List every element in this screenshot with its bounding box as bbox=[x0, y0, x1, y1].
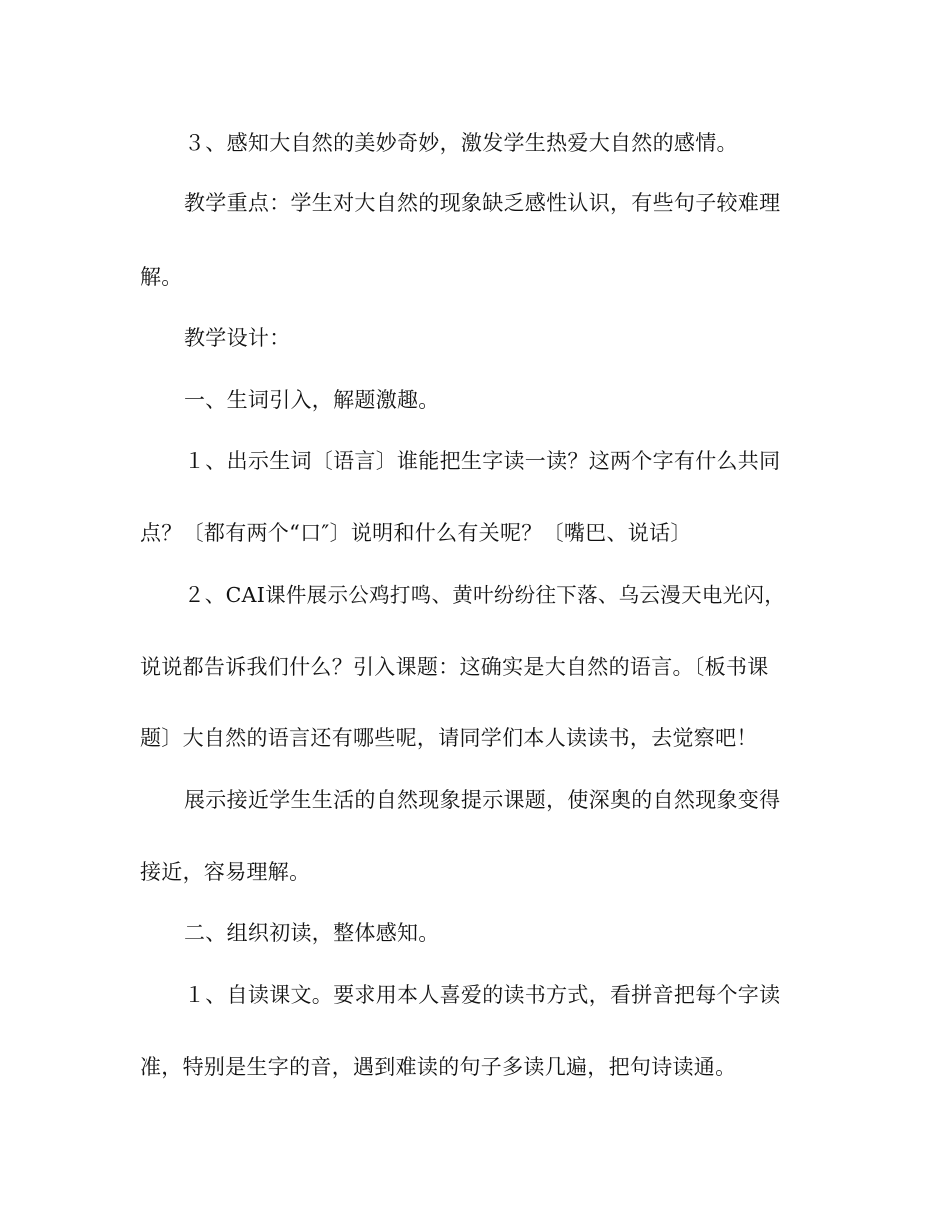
teaching-focus-line-1: 教学重点：学生对大自然的现象缺乏感性认识，有些句子较难理 bbox=[184, 191, 781, 215]
teaching-design-heading: 教学设计： bbox=[184, 326, 291, 350]
teaching-focus-line-2: 解。 bbox=[140, 265, 183, 289]
step-2-line-2: 说说都告诉我们什么？引入课题：这确实是大自然的语言。〔板书课 bbox=[140, 655, 769, 679]
design-note-line-2: 接近，容易理解。 bbox=[140, 860, 311, 884]
objective-3-line: ３、感知大自然的美妙奇妙，激发学生热爱大自然的感情。 bbox=[184, 131, 738, 155]
step-1-line-2: 点？〔都有两个“口″〕说明和什么有关呢？〔嘴巴、说话〕 bbox=[140, 521, 692, 545]
read-step-1-line-1: １、自读课文。要求用本人喜爱的读书方式，看拼音把每个字读 bbox=[184, 983, 781, 1007]
section-2-heading: 二、组织初读，整体感知。 bbox=[184, 921, 440, 945]
step-1-line-1: １、出示生词〔语言〕谁能把生字读一读？这两个字有什么共同 bbox=[184, 449, 781, 473]
step-2-line-1: ２、CAI课件展示公鸡打鸣、黄叶纷纷往下落、乌云漫天电光闪， bbox=[184, 583, 786, 607]
section-1-heading: 一、生词引入，解题激趣。 bbox=[184, 388, 440, 412]
read-step-1-line-2: 准，特别是生字的音，遇到难读的句子多读几遍，把句诗读通。 bbox=[140, 1055, 737, 1079]
step-2-line-3: 题〕大自然的语言还有哪些呢，请同学们本人读读书，去觉察吧！ bbox=[140, 726, 758, 750]
design-note-line-1: 展示接近学生生活的自然现象提示课题，使深奥的自然现象变得 bbox=[184, 788, 781, 812]
